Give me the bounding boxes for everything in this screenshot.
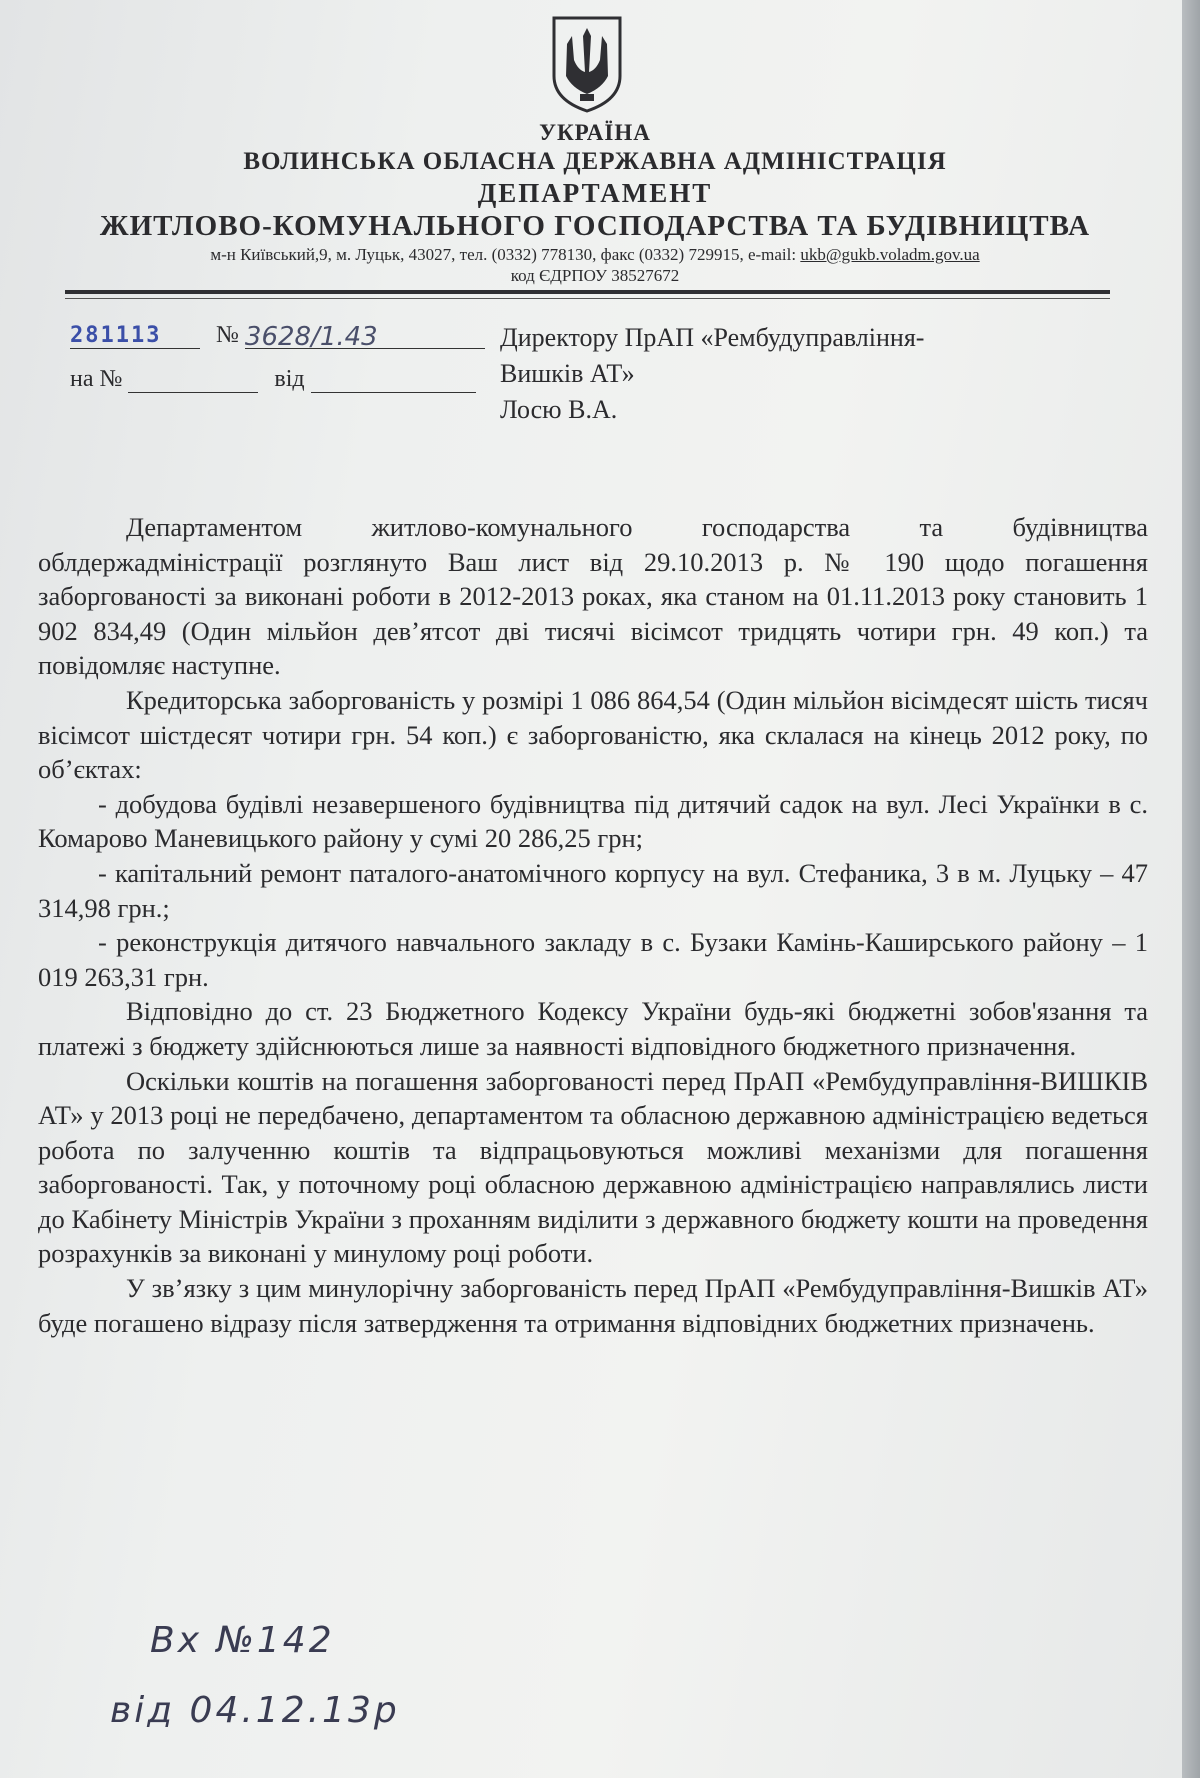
header-divider bbox=[65, 290, 1110, 294]
email-link[interactable]: ukb@gukb.voladm.gov.ua bbox=[800, 245, 980, 264]
number-label: № bbox=[216, 322, 239, 348]
addressee-line-3: Лосю В.А. bbox=[500, 395, 618, 424]
addressee-block bbox=[500, 320, 924, 428]
number-field bbox=[244, 322, 485, 352]
from-label: від bbox=[274, 366, 305, 392]
list-item-1: - добудова будівлі незавершеного будівництва під дитячий садок на вул. Лесі Українки в с. Комарово Маневицького району у сумі 20 286,25 грн; bbox=[38, 788, 1148, 854]
trident-emblem-icon bbox=[550, 14, 624, 114]
addressee-line-1: Директору ПрАП «Рембудуправління- bbox=[500, 323, 925, 352]
incoming-reference bbox=[70, 366, 476, 393]
date-stamp: 281113 bbox=[70, 323, 162, 348]
paragraph-2: Кредиторська заборгованість у розмірі 1 086 864,54 (Один мільйон вісімдесят шість тисяч вісімсот шістдесят чотири грн. 54 коп.) є заборгованістю, яка склалася на кінець 2012 року, по об’єктах: bbox=[38, 684, 1148, 785]
number-value: 3628/1.43 bbox=[244, 322, 378, 352]
header-contact bbox=[0, 245, 1190, 265]
header-department-name: ЖИТЛОВО-КОМУНАЛЬНОГО ГОСПОДАРСТВА ТА БУДІВНИЦТВА bbox=[99, 210, 1091, 242]
paragraph-1: Департаментом житлово-комунального господарства та будівництва облдержадміністрації розглянуто Ваш лист від 29.10.2013 р. № 190 щодо погашення заборгованості за виконані роботи в 2012-2013 роках, яка станом на 01.11.2013 року становить 1 902 834,49 (Один мільйон дев’ятсот дві тисячі вісімсот тридцять чотири грн. 49 коп.) та повідомляє наступне. bbox=[38, 512, 1148, 681]
handwritten-incoming-number: Вх №142 bbox=[150, 1620, 335, 1661]
header-department: ДЕПАРТАМЕНТ bbox=[477, 178, 713, 208]
addressee-line-2: Вишків АТ» bbox=[500, 359, 635, 388]
list-item-3: - реконструкція дитячого навчального закладу в с. Бузаки Камінь-Каширського району – 1 019 263,31 грн. bbox=[38, 927, 1148, 992]
reply-number-field bbox=[128, 366, 258, 393]
contact-text: м-н Київський,9, м. Луцьк, 43027, тел. (0332) 778130, факс (0332) 729915, e-mail: bbox=[210, 245, 801, 264]
outgoing-reference bbox=[70, 322, 485, 352]
from-date-field bbox=[311, 366, 476, 393]
paragraph-5: У зв’язку з цим минулорічну заборгованість перед ПрАП «Рембудуправління-Вишків АТ» буде погашено відразу після затвердження та отримання відповідних бюджетних призначень. bbox=[38, 1273, 1148, 1338]
header-divider-thin bbox=[65, 298, 1110, 299]
list-item-2: - капітальний ремонт паталого-анатомічного корпусу на вул. Стефаника, 3 в м. Луцьку – 47 314,98 грн.; bbox=[38, 857, 1148, 923]
handwritten-incoming-date: від 04.12.13р bbox=[110, 1690, 400, 1731]
reply-label: на № bbox=[70, 366, 123, 392]
date-field bbox=[70, 322, 200, 349]
header-country: УКРАЇНА bbox=[539, 120, 651, 145]
paragraph-4: Оскільки коштів на погашення заборгованості перед ПрАП «Рембудуправління-ВИШКІВ АТ» у 2013 році не передбачено, департаментом та обласною державною адміністрацією ведеться робота по залученню коштів та відпрацьовуються можливі механізми для погашення заборгованості. Так, у поточному році обласною державною адміністрацією направлялись листи до Кабінету Міністрів України з проханням виділити з державного бюджету кошти на проведення розрахунків за виконані у минулому році роботи. bbox=[38, 1065, 1148, 1269]
letter-body bbox=[38, 510, 1148, 1340]
header-code: код ЄДРПОУ 38527672 bbox=[510, 266, 680, 285]
header-administration: ВОЛИНСЬКА ОБЛАСНА ДЕРЖАВНА АДМІНІСТРАЦІЯ bbox=[243, 148, 947, 175]
paragraph-3: Відповідно до ст. 23 Бюджетного Кодексу України будь-які бюджетні зобов'язання та платежі з бюджету здійснюються лише за наявності відповідного бюджетного призначення. bbox=[38, 996, 1148, 1061]
